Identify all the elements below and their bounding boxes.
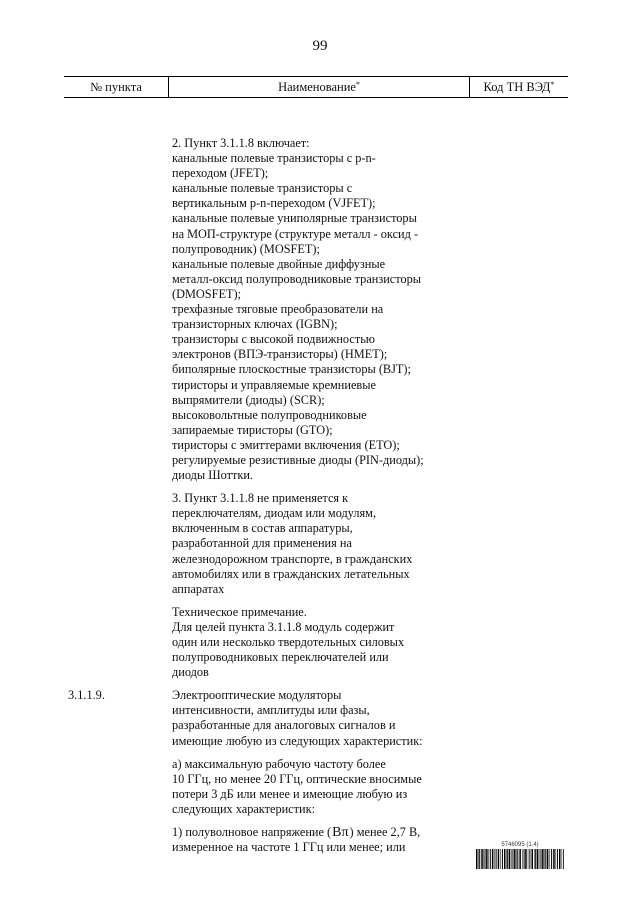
text-line: выпрямители (диоды) (SCR);	[172, 392, 325, 407]
text-line: металл-оксид полупроводниковые транзисторы	[172, 271, 422, 286]
barcode-number: 5746095 (1.4)	[501, 842, 539, 848]
text-line: 3. Пункт 3.1.1.8 не применяется к	[172, 491, 349, 506]
text-line: канальные полевые униполярные транзисторы	[172, 211, 417, 226]
text-line: диоды Шоттки.	[172, 468, 253, 483]
text-line: разработанной для применения на	[172, 536, 352, 551]
text-line: потери 3 дБ или менее и имеющие любую из	[172, 786, 408, 801]
table-header	[64, 76, 568, 98]
text-line: биполярные плоскостные транзисторы (BJT);	[172, 362, 411, 377]
text-line: диодов	[172, 665, 209, 680]
text-line: канальные полевые транзисторы с p-n-	[172, 151, 376, 166]
text-line: один или несколько твердотельных силовых	[172, 635, 405, 649]
text-line: вертикальным p-n-переходом (VJFET);	[172, 196, 376, 211]
text-line: имеющие любую из следующих характеристик:	[172, 733, 423, 748]
text-line: полупроводник) (MOSFET);	[172, 241, 320, 256]
header-name: Наименование *	[169, 77, 470, 97]
text-line: автомобилях или в гражданских летательных	[172, 566, 410, 581]
text-line: полупроводниковых переключателей или	[172, 650, 389, 665]
text-line: электронов (ВПЭ-транзисторы) (HMET);	[172, 347, 388, 362]
text-line: транзисторы с высокой подвижностью	[172, 332, 375, 347]
page-number: 99	[312, 38, 328, 54]
subitem-1: 1) полуволновое напряжение (Bπ) менее 2,7 В, измеренное на частоте 1 ГГц или менее; или	[172, 825, 421, 855]
half-wave-voltage-symbol: Bπ	[332, 825, 349, 841]
text-line: регулируемые резистивные диоды (PIN-диоды);	[172, 452, 424, 467]
text-line: Электрооптические модуляторы	[172, 688, 342, 703]
subitem-a	[172, 757, 462, 817]
text-line: трехфазные тяговые преобразователи на	[172, 302, 384, 317]
text-line: тиристоры с эмиттерами включения (ETO);	[172, 437, 400, 452]
text-line: 2. Пункт 3.1.1.8 включает:	[172, 136, 310, 150]
text-line: высоковольтные полупроводниковые	[172, 407, 367, 422]
header-tnved-code: Код ТН ВЭД *	[483, 79, 555, 94]
text-line: транзисторных ключах (IGBN);	[172, 317, 338, 332]
barcode-image	[476, 849, 564, 869]
text-line: переключателям, диодам или модулям,	[172, 506, 377, 521]
text-line: аппаратах	[172, 581, 225, 596]
text-line: Для целей пункта 3.1.1.8 модуль содержит	[172, 619, 395, 634]
text-line: канальные полевые транзисторы с	[172, 181, 353, 196]
text-line: железнодорожном транспорте, в гражданских	[172, 551, 413, 566]
text-line: запираемые тиристоры (GTO);	[172, 422, 333, 437]
text-line: канальные полевые двойные диффузные	[172, 256, 386, 271]
text-line: 10 ГГц, но менее 20 ГГц, оптические вносимые	[172, 771, 422, 786]
text-line: переходом (JFET);	[172, 166, 269, 181]
text-line: включенным в состав аппаратуры,	[172, 521, 353, 536]
text-line: (DMOSFET);	[172, 286, 242, 301]
document-body	[68, 136, 462, 863]
barcode	[476, 842, 564, 874]
text-line: следующих характеристик:	[172, 801, 315, 816]
note-2	[172, 136, 462, 483]
text-line: интенсивности, амплитуды или фазы,	[172, 703, 370, 718]
technical-note	[172, 605, 462, 680]
note-3	[172, 491, 462, 597]
text-line: тиристоры и управляемые кремниевые	[172, 377, 376, 392]
text-line: на МОП-структуре (структуре металл - оксид -	[172, 226, 419, 241]
footnote-mark: *	[550, 79, 555, 89]
item-number: 3.1.1.9.	[68, 688, 105, 703]
text-line: разработанные для аналоговых сигналов и	[172, 718, 396, 733]
item-3-1-1-9	[68, 688, 462, 748]
header-item-number: № пункта	[64, 77, 169, 97]
text-line: а) максимальную рабочую частоту более	[172, 756, 386, 771]
footnote-mark: *	[355, 79, 360, 89]
text-line: Техническое примечание.	[172, 604, 307, 619]
